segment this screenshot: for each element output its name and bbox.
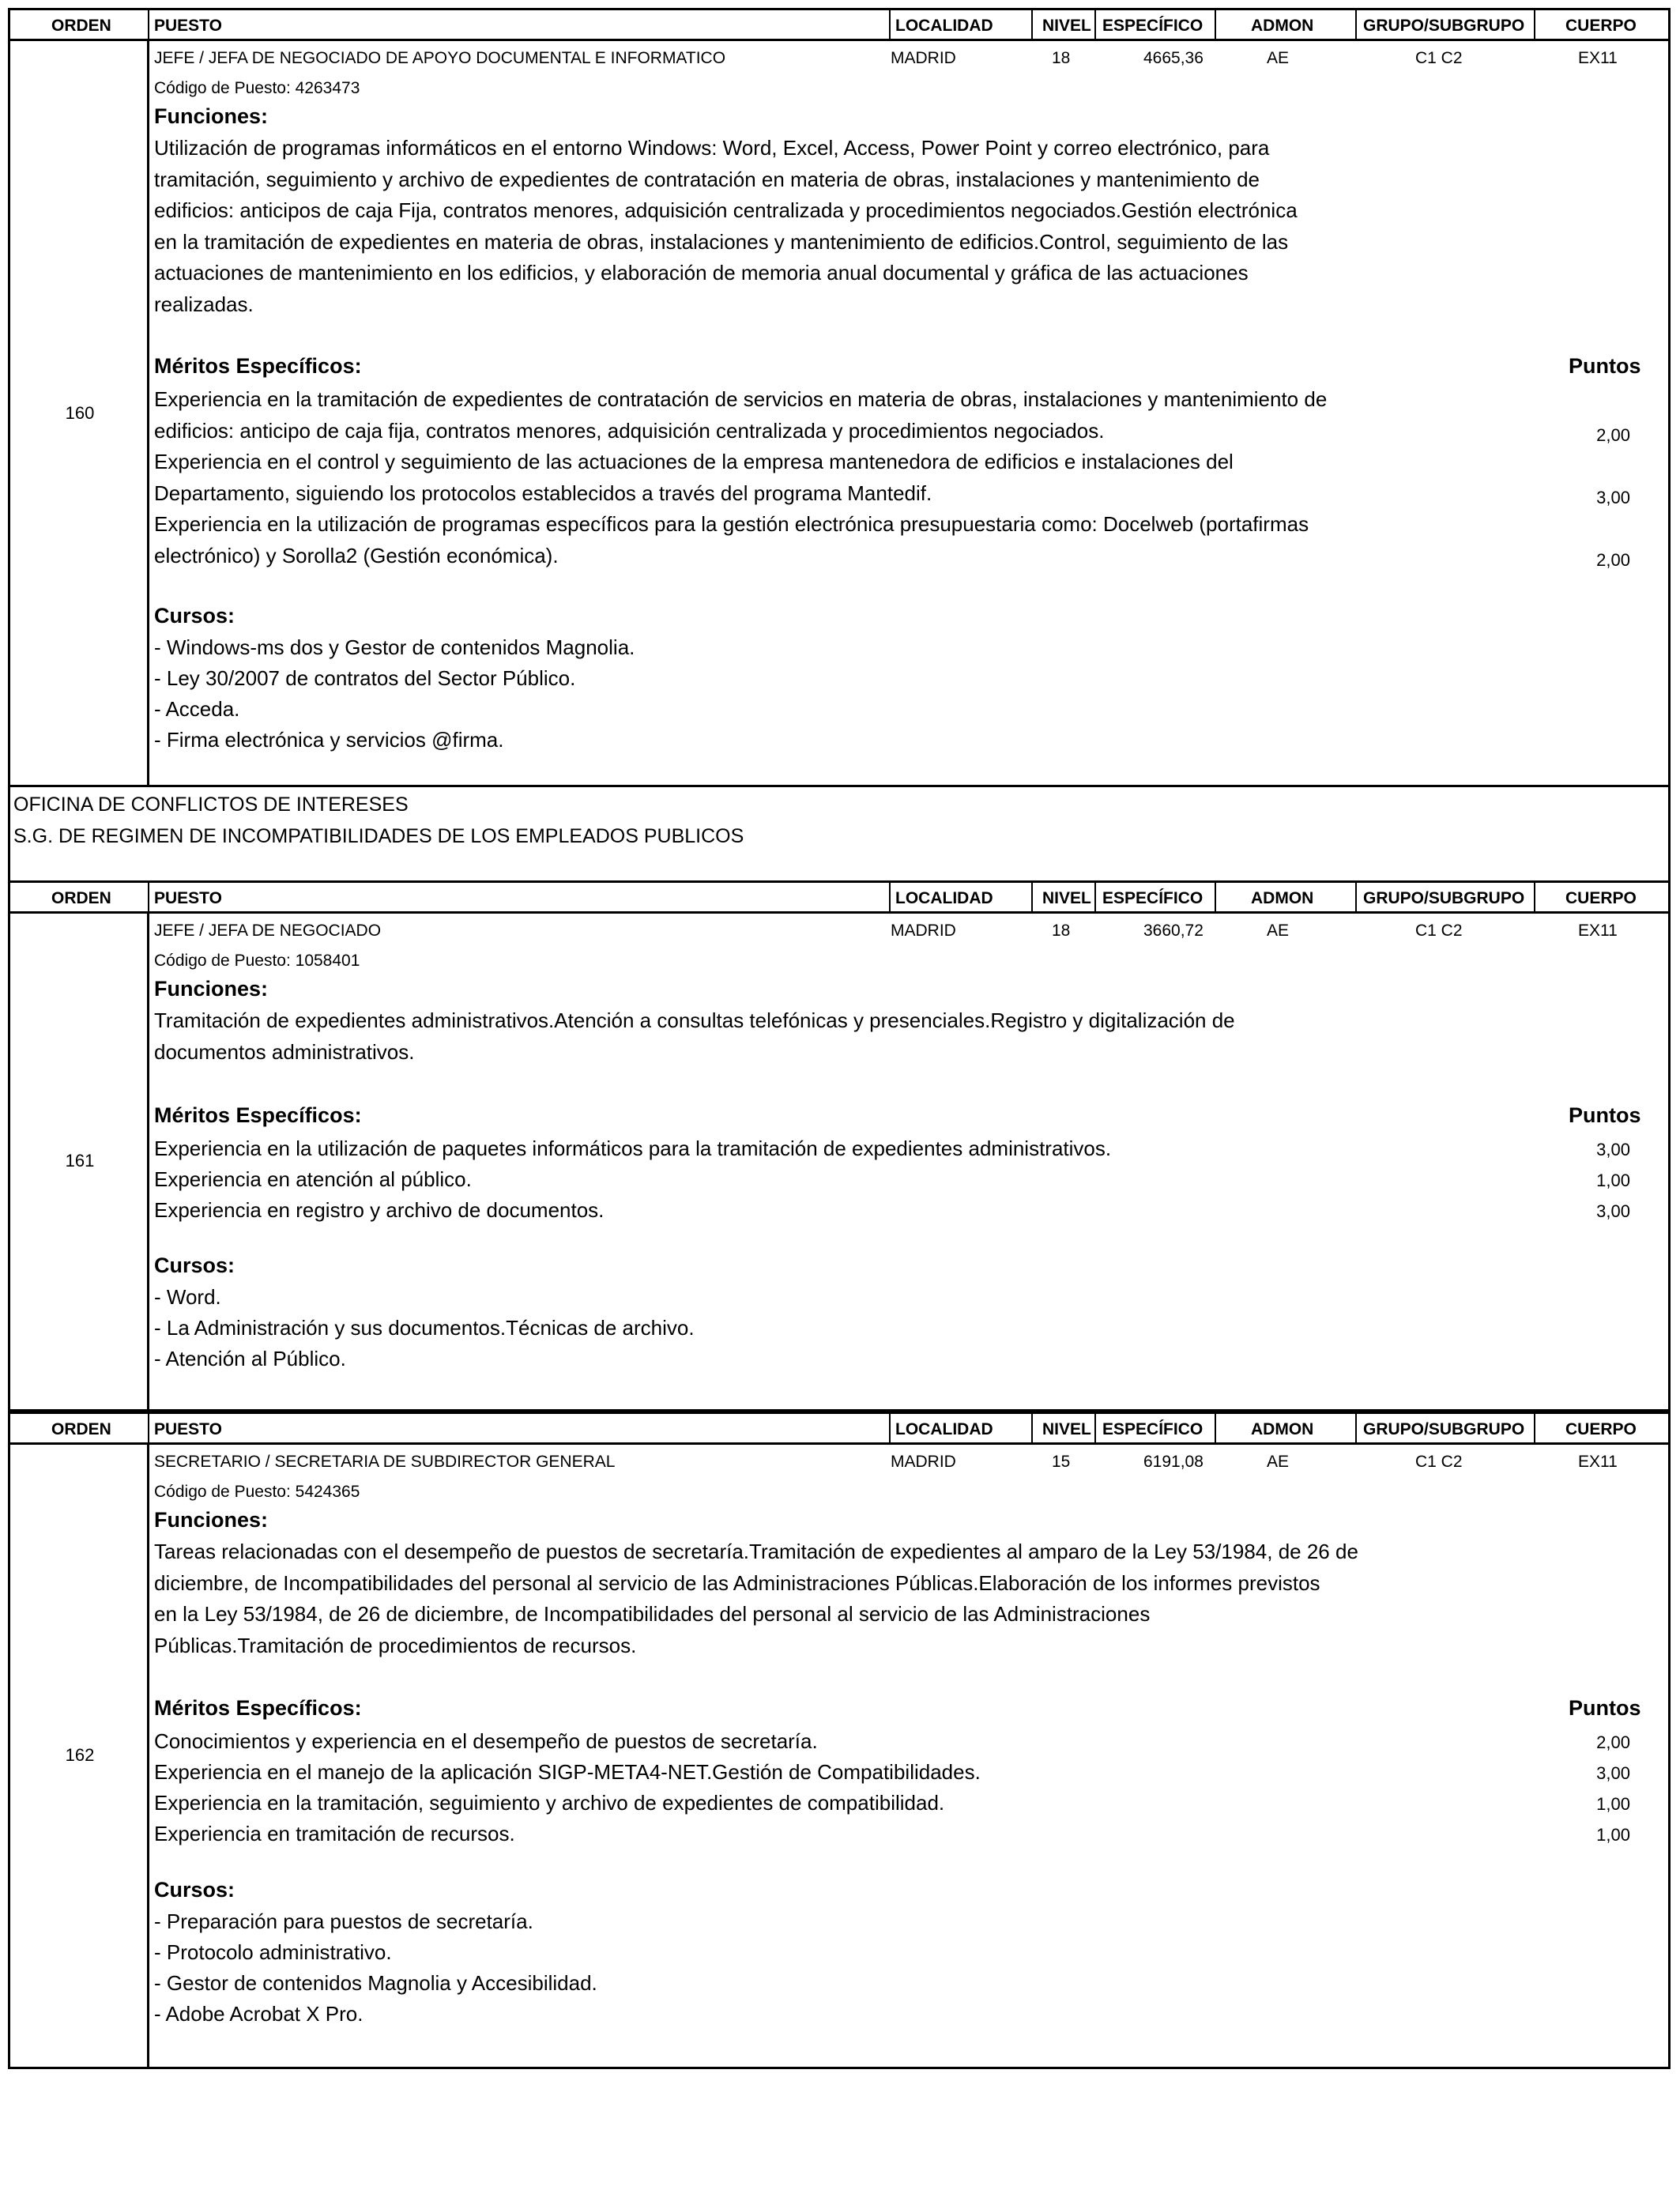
codigo-label: Código de Puesto: [154,952,291,970]
curso-item: - Windows-ms dos y Gestor de contenidos Magnolia. [154,635,635,659]
admon-value: AE [1267,1453,1290,1471]
funciones-text: Utilización de programas informáticos en el entorno Windows: Word, Excel, Access, Power Point y correo electrónico, para tramitación, seguimiento y archivo de expedientes de contratación en materia de obras, instalaciones y mantenimiento de edificios: anticipos de caja Fija, contratos menores, adquisición centralizada y procedimientos negociados.Gestión electrónica en la tramitación de expedientes en materia de obras, instalaciones y mantenimiento de edificios.Control, seguimiento de las actuaciones de mantenimiento en los edificios, y elaboración de memoria anual documental y gráfica de las actuaciones realizadas. [154,136,1298,316]
merito-puntos: 1,00 [1596,1794,1630,1814]
header-puesto: PUESTO [154,17,222,35]
merito-puntos: 1,00 [1596,1825,1630,1845]
nivel-value: 18 [1052,922,1071,940]
header-grupo: GRUPO/SUBGRUPO [1363,1420,1525,1438]
merito-puntos: 3,00 [1596,1201,1630,1221]
header-orden: ORDEN [51,1420,111,1438]
header-localidad: LOCALIDAD [895,17,993,35]
header-nivel: NIVEL [1042,1420,1091,1438]
puntos-title: Puntos [1569,1696,1641,1720]
merito-puntos: 3,00 [1596,1140,1630,1159]
header-cuerpo: CUERPO [1565,889,1637,907]
puntos-title: Puntos [1569,354,1641,378]
merito-text: Experiencia en la tramitación de expedientes de contratación de servicios en materia de obras, instalaciones y mantenimiento de edificios: anticipo de caja fija, contratos menores, adquisición centralizada y procedimientos negociados. [154,387,1328,443]
office-section [8,787,1671,880]
header-cuerpo: CUERPO [1565,1420,1637,1438]
localidad-value: MADRID [891,922,956,940]
puntos-title: Puntos [1569,1103,1641,1127]
merito-text: Experiencia en tramitación de recursos. [154,1822,515,1845]
funciones-text: Tareas relacionadas con el desempeño de puestos de secretaría.Tramitación de expedientes al amparo de la Ley 53/1984, de 26 de diciembre, de Incompatibilidades del personal al servicio de las Administraciones Públicas.Elaboración de los informes previstos en la Ley 53/1984, de 26 de diciembre, de Incompatibilidades del personal al servicio de las Administraciones Públicas.Tramitación de procedimientos de recursos. [154,1540,1358,1657]
header-especifico: ESPECÍFICO [1102,17,1203,35]
orden-number: 160 [65,403,95,423]
merito-text: Experiencia en la utilización de paquetes informáticos para la tramitación de expedientes administrativos. [154,1137,1112,1160]
cuerpo-value: EX11 [1578,1453,1618,1471]
codigo-puesto [154,79,360,98]
merito-puntos: 2,00 [1596,550,1630,570]
merito-text: Conocimientos y experiencia en el desempeño de puestos de secretaría. [154,1729,818,1753]
codigo-value: 5424365 [295,1483,360,1501]
admon-value: AE [1267,49,1290,67]
curso-item: - Atención al Público. [154,1347,346,1370]
merito-puntos: 3,00 [1596,488,1630,507]
header-nivel: NIVEL [1042,17,1091,35]
funciones-title: Funciones: [154,104,269,128]
meritos-title: Méritos Específicos: [154,1103,362,1127]
merito-puntos: 1,00 [1596,1171,1630,1190]
curso-item: - Firma electrónica y servicios @firma. [154,728,504,752]
header-puesto: PUESTO [154,889,222,907]
cuerpo-value: EX11 [1578,922,1618,940]
header-nivel: NIVEL [1042,889,1091,907]
codigo-puesto [154,952,360,971]
curso-item: - Preparación para puestos de secretaría. [154,1909,533,1933]
header-admon: ADMON [1251,889,1314,907]
curso-item: - Ley 30/2007 de contratos del Sector Público. [154,666,576,690]
localidad-value: MADRID [891,49,956,67]
codigo-puesto [154,1483,360,1502]
header-grupo: GRUPO/SUBGRUPO [1363,889,1525,907]
position-block-161 [8,914,1671,1412]
header-admon: ADMON [1251,17,1314,35]
position-block-160 [8,41,1671,787]
puesto-name: JEFE / JEFA DE NEGOCIADO [154,922,382,940]
cursos-title: Cursos: [154,1878,235,1902]
table-header [8,1412,1671,1445]
especifico-value: 3660,72 [1143,922,1203,940]
merito-puntos: 3,00 [1596,1763,1630,1783]
grupo-value: C1 C2 [1415,1453,1463,1471]
curso-item: - La Administración y sus documentos.Técnicas de archivo. [154,1316,695,1340]
grupo-value: C1 C2 [1415,49,1463,67]
nivel-value: 15 [1052,1453,1071,1471]
codigo-value: 4263473 [295,79,360,97]
curso-item: - Gestor de contenidos Magnolia y Accesibilidad. [154,1971,597,1995]
table-header [8,880,1671,914]
especifico-value: 6191,08 [1143,1453,1203,1471]
merito-text: Experiencia en atención al público. [154,1167,472,1191]
header-cuerpo: CUERPO [1565,17,1637,35]
office-name: OFICINA DE CONFLICTOS DE INTERESES [13,794,409,816]
curso-item: - Adobe Acrobat X Pro. [154,2002,363,2026]
cuerpo-value: EX11 [1578,49,1618,67]
orden-number: 162 [65,1745,95,1765]
localidad-value: MADRID [891,1453,956,1471]
orden-column [10,41,149,785]
meritos-title: Méritos Específicos: [154,1696,362,1720]
codigo-label: Código de Puesto: [154,1483,291,1501]
cursos-title: Cursos: [154,604,235,628]
funciones-title: Funciones: [154,977,269,1001]
funciones-title: Funciones: [154,1508,269,1532]
merito-puntos: 2,00 [1596,425,1630,445]
header-admon: ADMON [1251,1420,1314,1438]
codigo-value: 1058401 [295,952,360,970]
especifico-value: 4665,36 [1143,49,1203,67]
curso-item: - Protocolo administrativo. [154,1940,392,1964]
meritos-title: Méritos Específicos: [154,354,362,378]
header-orden: ORDEN [51,889,111,907]
orden-column [10,914,149,1409]
puesto-name: SECRETARIO / SECRETARIA DE SUBDIRECTOR GENERAL [154,1453,616,1471]
curso-item: - Word. [154,1285,221,1309]
merito-text: Experiencia en la tramitación, seguimiento y archivo de expedientes de compatibilidad. [154,1791,945,1815]
header-puesto: PUESTO [154,1420,222,1438]
merito-text: Experiencia en la utilización de programas específicos para la gestión electrónica presupuestaria como: Docelweb (portafirmas electrónico) y Sorolla2 (Gestión económica). [154,512,1309,567]
codigo-label: Código de Puesto: [154,79,291,97]
orden-number: 161 [65,1151,95,1171]
merito-puntos: 2,00 [1596,1732,1630,1752]
curso-item: - Acceda. [154,697,240,721]
merito-text: Experiencia en registro y archivo de documentos. [154,1198,605,1222]
merito-text: Experiencia en el manejo de la aplicación SIGP-META4-NET.Gestión de Compatibilidades. [154,1760,981,1784]
header-localidad: LOCALIDAD [895,889,993,907]
nivel-value: 18 [1052,49,1071,67]
position-block-162 [8,1445,1671,2069]
header-localidad: LOCALIDAD [895,1420,993,1438]
grupo-value: C1 C2 [1415,922,1463,940]
orden-column [10,1445,149,2067]
subdirectorate-name: S.G. DE REGIMEN DE INCOMPATIBILIDADES DE LOS EMPLEADOS PUBLICOS [13,825,744,847]
header-grupo: GRUPO/SUBGRUPO [1363,17,1525,35]
header-especifico: ESPECÍFICO [1102,889,1203,907]
table-header [8,8,1671,41]
header-especifico: ESPECÍFICO [1102,1420,1203,1438]
admon-value: AE [1267,922,1290,940]
header-orden: ORDEN [51,17,111,35]
merito-text: Experiencia en el control y seguimiento de las actuaciones de la empresa mantenedora de edificios e instalaciones del Departamento, siguiendo los protocolos establecidos a través del programa Mantedif. [154,450,1234,505]
cursos-title: Cursos: [154,1253,235,1277]
funciones-text: Tramitación de expedientes administrativos.Atención a consultas telefónicas y presenciales.Registro y digitalización de documentos administrativos. [154,1008,1235,1064]
puesto-name: JEFE / JEFA DE NEGOCIADO DE APOYO DOCUMENTAL E INFORMATICO [154,49,726,67]
